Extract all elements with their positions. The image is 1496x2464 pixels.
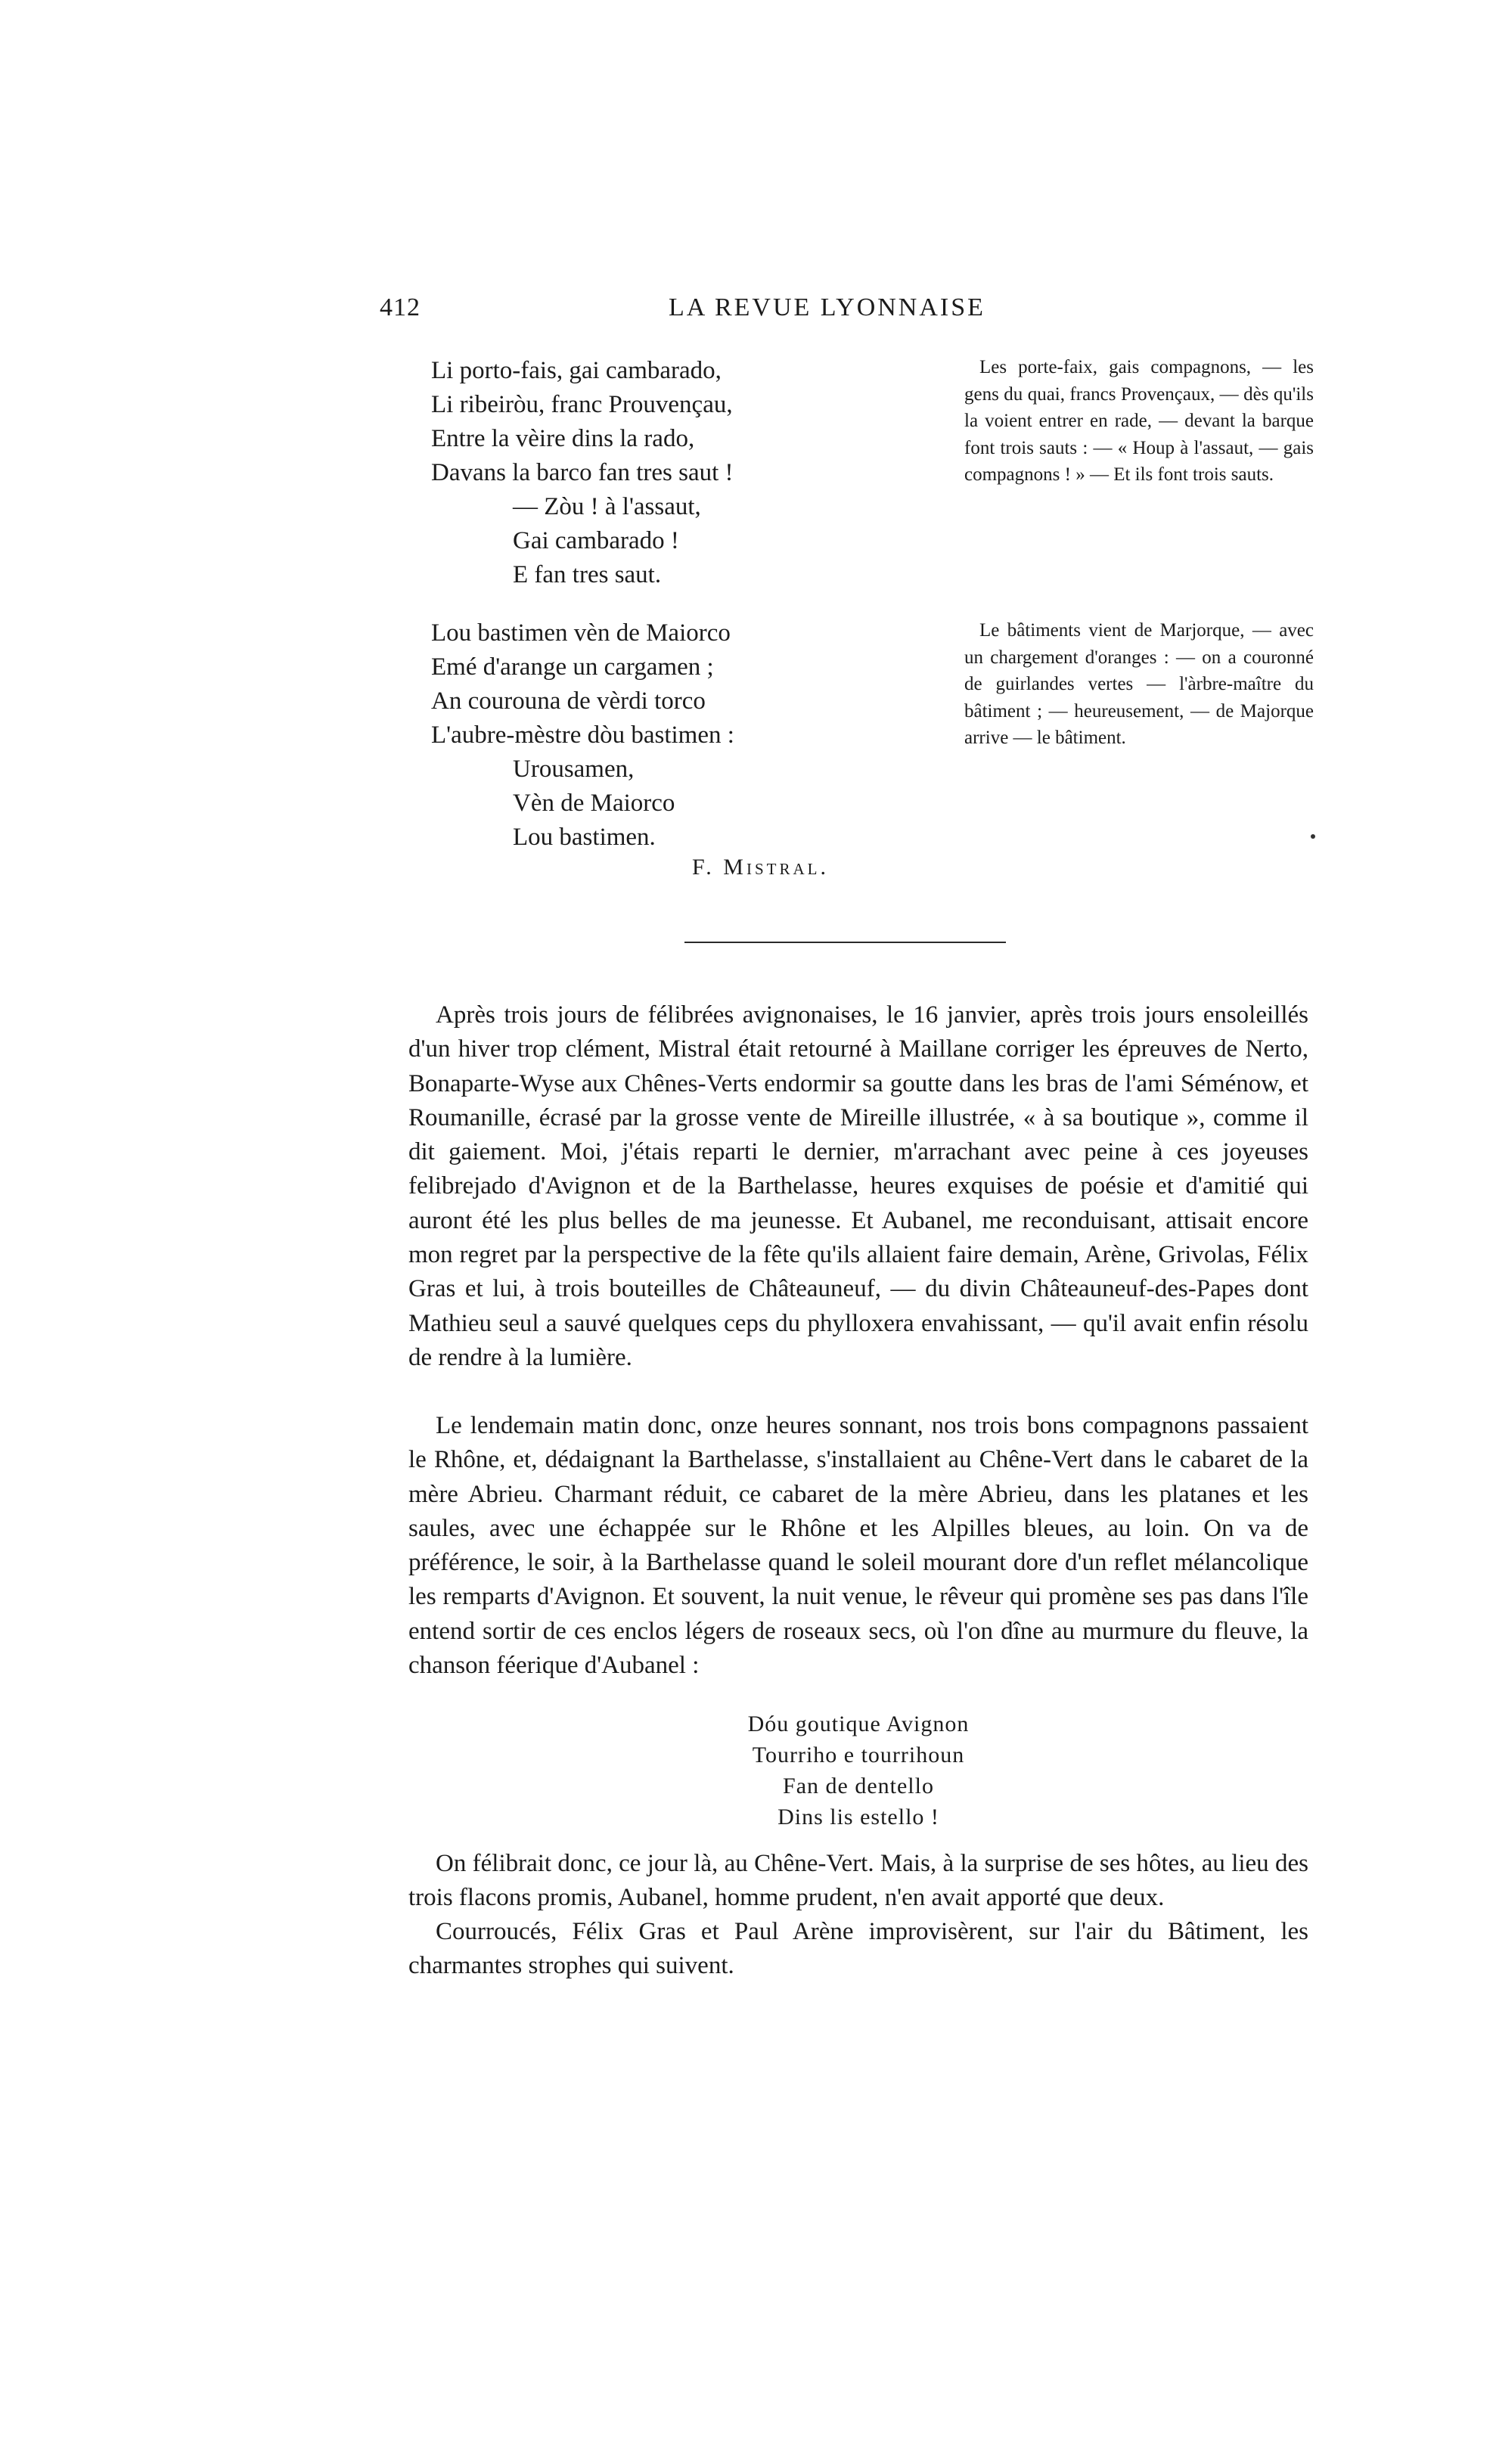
song-line: Dóu goutique Avignon bbox=[747, 1711, 970, 1736]
verse-line: Lou bastimen vèn de Maiorco bbox=[431, 619, 731, 647]
paragraph-text: Après trois jours de félibrées avignonaises, le 16 janvier, après trois jours ensoleillés d'un hiver trop clément, Mistral était retourné à Maillane corriger les épreuves de Nerto, Bonaparte-Wyse aux Chênes-Verts endormir sa goutte dans les bras de l'ami Séménow, et Roumanille, écrasé par la grosse vente de Mireille illustrée, « à sa boutique », comme il dit gaiement. Moi, j'étais reparti le dernier, m'arrachant avec peine à ces joyeuses felibrejado d'Avignon et de la Barthelasse, heures exquises de poésie et d'amitié qui auront été les plus belles de ma jeunesse. Et Aubanel, me reconduisant, attisait encore mon regret par la perspective de la fête qu'ils allaient faire demain, Arène, Grivolas, Félix Gras et lui, à trois bouteilles de Châteauneuf, — du divin Châteauneuf-des-Papes dont Mathieu seul a sauvé quelques ceps du phylloxera envahissant, — qu'il avait enfin résolu de rendre à la lumière. bbox=[408, 1001, 1308, 1371]
song-line: Tourriho e tourrihoun bbox=[752, 1742, 965, 1767]
song-line: Fan de dentello bbox=[783, 1774, 934, 1798]
verse-line: — Zòu ! à l'assaut, bbox=[513, 493, 701, 520]
paragraph-1 bbox=[408, 998, 1308, 1375]
paragraph-text: Courroucés, Félix Gras et Paul Arène improvisèrent, sur l'air du Bâtiment, les charmantes strophes qui suivent. bbox=[408, 1918, 1308, 1980]
verse-line: L'aubre-mèstre dòu bastimen : bbox=[431, 722, 734, 749]
verse-line: Lou bastimen. bbox=[513, 824, 656, 851]
paragraph-4 bbox=[408, 1915, 1308, 1984]
translation-text: Les porte-faix, gais compagnons, — les gens du quai, francs Provençaux, — dès qu'ils la voient entrer en rade, — devant la barque font trois sauts : — « Houp à l'assaut, — gais compagnons ! » — Et ils font trois sauts. bbox=[964, 357, 1314, 485]
signature: F. Mistral. bbox=[692, 855, 829, 880]
paragraph-text: Le lendemain matin donc, onze heures sonnant, nos trois bons compagnons passaient le Rhône, et, dédaignant la Barthelasse, s'installaient au Chêne-Vert dans le cabaret de la mère Abrieu. Charmant réduit, ce cabaret de la mère Abrieu, dans les platanes et les saules, avec une échappée sur le Rhône et les Alpilles bleues, au loin. On va de préférence, le soir, à la Barthelasse quand le soleil mourant dore d'un reflet mélancolique les remparts d'Avignon. Et souvent, la nuit venue, le rêveur qui promène ses pas dans l'île entend sortir de ces enclos légers de roseaux secs, où l'on dîne au murmure du fleuve, la chanson féerique d'Aubanel : bbox=[408, 1412, 1308, 1680]
verse-line: Vèn de Maiorco bbox=[513, 790, 675, 817]
page-number: 412 bbox=[380, 293, 421, 321]
translation-stanza-2 bbox=[964, 617, 1314, 752]
translation-text: Le bâtiments vient de Marjorque, — avec un chargement d'oranges : — on a couronné de guirlandes vertes — l'àrbre-maître du bâtiment ; — heureusement, — de Majorque arrive — le bâtiment. bbox=[964, 620, 1314, 748]
verse-line: Entre la vèire dins la rado, bbox=[431, 425, 695, 452]
paragraph-2 bbox=[408, 1409, 1308, 1683]
verse-line: An courouna de vèrdi torco bbox=[431, 687, 706, 715]
verse-line: Li ribeiròu, franc Prouvençau, bbox=[431, 391, 733, 418]
poem-stanza-1 bbox=[431, 354, 915, 592]
paragraph-3 bbox=[408, 1847, 1308, 1916]
translation-stanza-1 bbox=[964, 354, 1314, 489]
paragraph-text: On félibrait donc, ce jour là, au Chêne-Vert. Mais, à la surprise de ses hôtes, au lieu des trois flacons promis, Aubanel, homme prudent, n'en avait apporté que deux. bbox=[408, 1850, 1308, 1912]
page-header bbox=[380, 293, 1139, 331]
song-line: Dins lis estello ! bbox=[777, 1805, 939, 1829]
verse-line: Urousamen, bbox=[513, 756, 635, 783]
verse-line: Gai cambarado ! bbox=[513, 527, 679, 554]
section-divider bbox=[684, 942, 1006, 943]
verse-line: Li porto-fais, gai cambarado, bbox=[431, 357, 722, 384]
song-quote bbox=[408, 1708, 1308, 1832]
poem-stanza-2 bbox=[431, 616, 915, 855]
verse-line: E fan tres saut. bbox=[513, 561, 662, 588]
running-title: LA REVUE LYONNAISE bbox=[669, 293, 985, 321]
verse-line: Davans la barco fan tres saut ! bbox=[431, 459, 734, 486]
ink-dot bbox=[1311, 834, 1315, 839]
verse-line: Emé d'arange un cargamen ; bbox=[431, 653, 714, 681]
